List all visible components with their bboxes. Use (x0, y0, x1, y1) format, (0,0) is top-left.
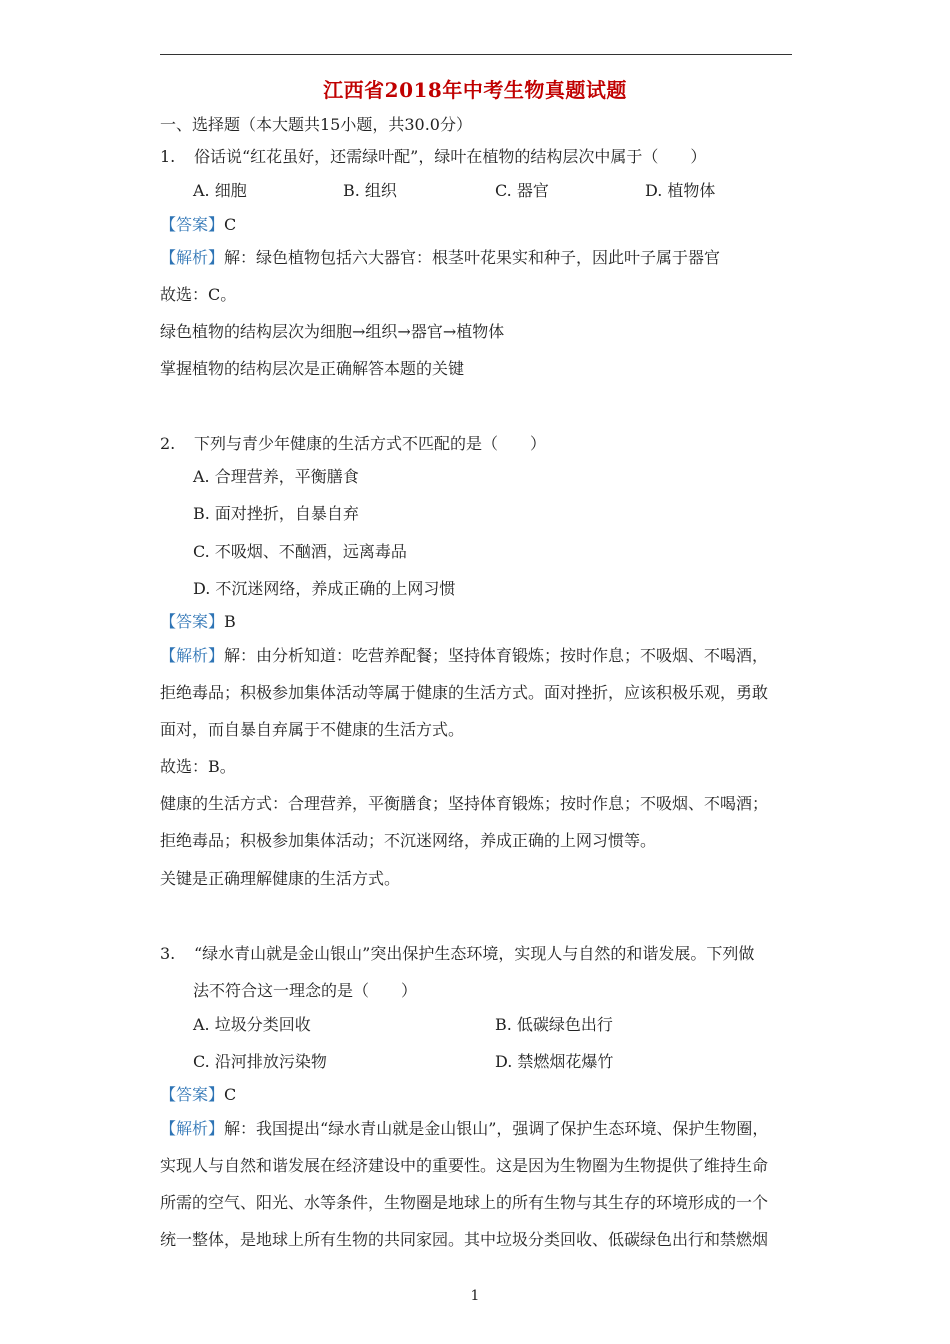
question-1-stem: 俗话说“红花虽好，还需绿叶配”，绿叶在植物的结构层次中属于（ ） (194, 147, 707, 166)
q2-answer (160, 611, 236, 633)
q1-answer (160, 214, 236, 236)
q1-option-a: A. 细胞 (193, 181, 247, 200)
q1-answer-value: C (224, 215, 237, 234)
q2-option-c: C. 不吸烟、不酗酒，远离毒品 (193, 542, 407, 561)
q1-option-c: C. 器官 (495, 181, 549, 200)
analysis-tag: 【解析】 (160, 248, 225, 267)
q1-analysis-line: 掌握植物的结构层次是正确解答本题的关键 (160, 359, 465, 378)
analysis-tag: 【解析】 (160, 1119, 225, 1138)
q2-option-a: A. 合理营养，平衡膳食 (193, 467, 359, 486)
q3-option-a: A. 垃圾分类回收 (193, 1015, 311, 1034)
q3-answer-value: C (224, 1085, 237, 1104)
question-3 (160, 943, 754, 965)
q2-answer-value: B (224, 612, 236, 631)
question-3-stem-cont: 法不符合这一理念的是（ ） (193, 981, 418, 1000)
q3-analysis-line: 所需的空气、阳光、水等条件，生物圈是地球上的所有生物与其生存的环境形成的一个 (160, 1193, 769, 1212)
q1-analysis (160, 247, 720, 269)
q2-analysis-line: 拒绝毒品；积极参加集体活动；不沉迷网络，养成正确的上网习惯等。 (160, 831, 657, 850)
answer-tag: 【答案】 (160, 612, 225, 631)
analysis-tag: 【解析】 (160, 646, 225, 665)
question-1 (160, 146, 706, 168)
q3-analysis (160, 1118, 768, 1140)
q1-analysis-line: 绿色植物的结构层次为细胞→组织→器官→植物体 (160, 322, 505, 341)
q2-analysis-line: 解：由分析知道：吃营养配餐；坚持体育锻炼；按时作息；不吸烟、不喝酒， (224, 646, 769, 665)
question-3-number: 3. (160, 944, 176, 963)
q3-answer (160, 1084, 236, 1106)
q3-option-d: D. 禁燃烟花爆竹 (495, 1052, 614, 1071)
question-2-stem: 下列与青少年健康的生活方式不匹配的是（ ） (194, 434, 547, 453)
section-heading: 一、选择题（本大题共15小题，共30.0分） (160, 115, 472, 134)
q1-option-b: B. 组织 (343, 181, 397, 200)
q3-option-c: C. 沿河排放污染物 (193, 1052, 327, 1071)
answer-tag: 【答案】 (160, 1085, 225, 1104)
q3-analysis-line: 统一整体，是地球上所有生物的共同家园。其中垃圾分类回收、低碳绿色出行和禁燃烟 (160, 1230, 769, 1249)
question-2-number: 2. (160, 434, 176, 453)
q2-analysis-line: 关键是正确理解健康的生活方式。 (160, 869, 401, 888)
question-2 (160, 433, 546, 455)
q2-option-d: D. 不沉迷网络，养成正确的上网习惯 (193, 579, 456, 598)
q1-analysis-line: 故选：C。 (160, 285, 237, 304)
top-rule (160, 54, 792, 55)
q1-option-d: D. 植物体 (645, 181, 716, 200)
q3-analysis-line: 实现人与自然和谐发展在经济建设中的重要性。这是因为生物圈为生物提供了维持生命 (160, 1156, 769, 1175)
q3-analysis-line: 解：我国提出“绿水青山就是金山银山”，强调了保护生态环境、保护生物圈， (224, 1119, 769, 1138)
q2-analysis-line: 拒绝毒品；积极参加集体活动等属于健康的生活方式。面对挫折，应该积极乐观，勇敢 (160, 683, 769, 702)
q2-analysis-line: 面对，而自暴自弃属于不健康的生活方式。 (160, 720, 465, 739)
q1-analysis-line: 解：绿色植物包括六大器官：根茎叶花果实和种子，因此叶子属于器官 (224, 248, 721, 267)
q2-analysis (160, 645, 768, 667)
page-title: 江西省2018年中考生物真题试题 (323, 78, 627, 102)
question-1-number: 1. (160, 147, 176, 166)
q2-analysis-line: 健康的生活方式：合理营养，平衡膳食；坚持体育锻炼；按时作息；不吸烟、不喝酒； (160, 794, 769, 813)
answer-tag: 【答案】 (160, 215, 225, 234)
page-number: 1 (470, 1288, 480, 1304)
q2-analysis-line: 故选：B。 (160, 757, 236, 776)
q3-option-b: B. 低碳绿色出行 (495, 1015, 613, 1034)
q2-option-b: B. 面对挫折，自暴自弃 (193, 504, 359, 523)
question-3-stem: “绿水青山就是金山银山”突出保护生态环境，实现人与自然的和谐发展。下列做 (194, 944, 755, 963)
